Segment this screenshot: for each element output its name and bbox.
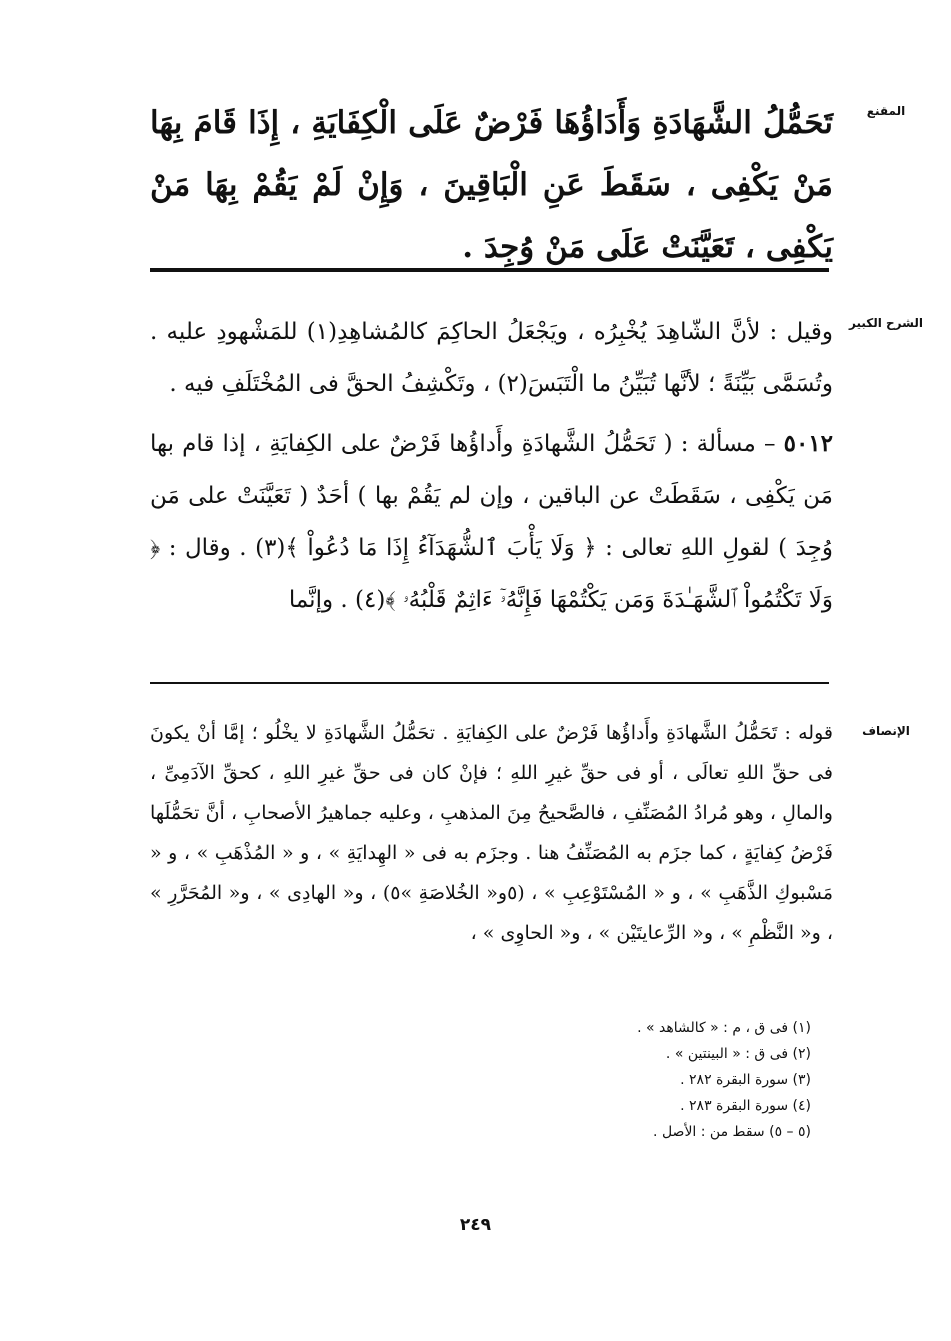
muqni-paragraph: تَحَمُّلُ الشَّهَادَةِ وَأَدَاؤُهَا فَرْضٌ عَلَى الْكِفَايَةِ ، إِذَا قَامَ بِهَا مَنْ يَكْفِى ، سَقَطَ عَنِ الْبَاقِينَ ، وَإِنْ لَمْ يَقُمْ بِهَا مَنْ يَكْفِى ، تَعَيَّنَتْ عَلَى مَنْ وُجِدَ . xyxy=(150,105,833,265)
page-number: ٢٤٩ xyxy=(459,1215,492,1235)
footnotes xyxy=(637,1015,811,1145)
insaf-text-block xyxy=(150,713,833,953)
muqni-text-block xyxy=(150,92,833,278)
label-sharh-kabir: الشرح الكبير xyxy=(849,316,923,330)
insaf-paragraph: قوله : تَحَمُّلُ الشَّهادَةِ وأَداؤُها فَرْضٌ على الكِفايَةِ . تحَمُّلُ الشَّهادَةِ لا يخْلُو ؛ إمَّا أنْ يكونَ فى حقِّ اللهِ تعالَى ، أو فى حقِّ غيرِ اللهِ ؛ فإنْ كان فى حقِّ غيرِ اللهِ ، كحقِّ الآدَمِىِّ ، والمالِ ، وهو مُرادُ المُصَنِّفِ ، فالصَّحيحُ مِنَ المذهبِ ، وعليه جماهيرُ الأصحابِ ، أنَّ تحَمُّلَها فَرْضُ كِفايَةٍ ، كما جزَم به المُصَنِّفُ هنا . وجزَم به فى « الهِدايَةِ » ، و « المُذْهَبِ » ، و « مَسْبوكِ الذَّهَبِ » ، و « المُسْتَوْعِبِ » ، (٥و« الخُلاصَةِ »٥) ، و« الهادِى » ، و« المُحَرَّرِ » ، و« النَّظْمِ » ، و« الرِّعايتَيْن » ، و« الحاوِى » ، xyxy=(150,722,834,944)
masala-paragraph xyxy=(150,418,833,626)
footnote-4: (٤) سورة البقرة ٢٨٣ . xyxy=(680,1098,811,1114)
sharh-text-block xyxy=(150,306,833,626)
label-insaf: الإنصاف xyxy=(862,724,910,738)
masala-number: ٥٠١٢ xyxy=(783,430,834,457)
section-divider-thick xyxy=(150,268,829,272)
footnote-5: (٥ – ٥) سقط من : الأصل . xyxy=(653,1124,811,1140)
footnote-3: (٣) سورة البقرة ٢٨٢ . xyxy=(680,1072,811,1088)
masala-text: – مسألة : ( تَحَمُّلُ الشَّهادَةِ وأَداؤُها فَرْضٌ على الكِفايَةِ ، إذا قام بها مَن يَكْفِى ، سَقَطَتْ عن الباقين ، وإن لم يَقُمْ بها ) أحَدٌ ( تَعَيَّنَتْ على مَن وُجِدَ ) لقولِ اللهِ تعالى : ﴿ وَلَا يَأْبَ ٱلشُّهَدَآءُ إِذَا مَا دُعُواْ ﴾(٣) . وقال : ﴿ وَلَا تَكْتُمُواْ ٱلشَّهَـٰدَةَ وَمَن يَكْتُمْهَا فَإِنَّهُۥٓ ءَاثِمٌ قَلْبُهُۥ ﴾(٤) . وإنَّما xyxy=(150,431,834,613)
footnote-2: (٢) فى ق : « البينتين » . xyxy=(665,1046,811,1062)
footnote-1: (١) فى ق ، م : « كالشاهد » . xyxy=(637,1020,811,1036)
section-divider-thin xyxy=(150,682,829,684)
label-muqni: المقنع xyxy=(866,104,906,118)
sharh-paragraph-1: وقيل : لأنَّ الشّاهِدَ يُخْبِرُه ، ويَجْعَلُ الحاكِمَ كالمُشاهِدِ(١) للمَشْهودِ عليه . وتُسَمَّى بَيِّنَةً ؛ لأنَّها تُبَيِّنُ ما الْتَبَسَ(٢) ، وتَكْشِفُ الحقَّ فى المُخْتَلَفِ فيه . xyxy=(150,319,833,397)
